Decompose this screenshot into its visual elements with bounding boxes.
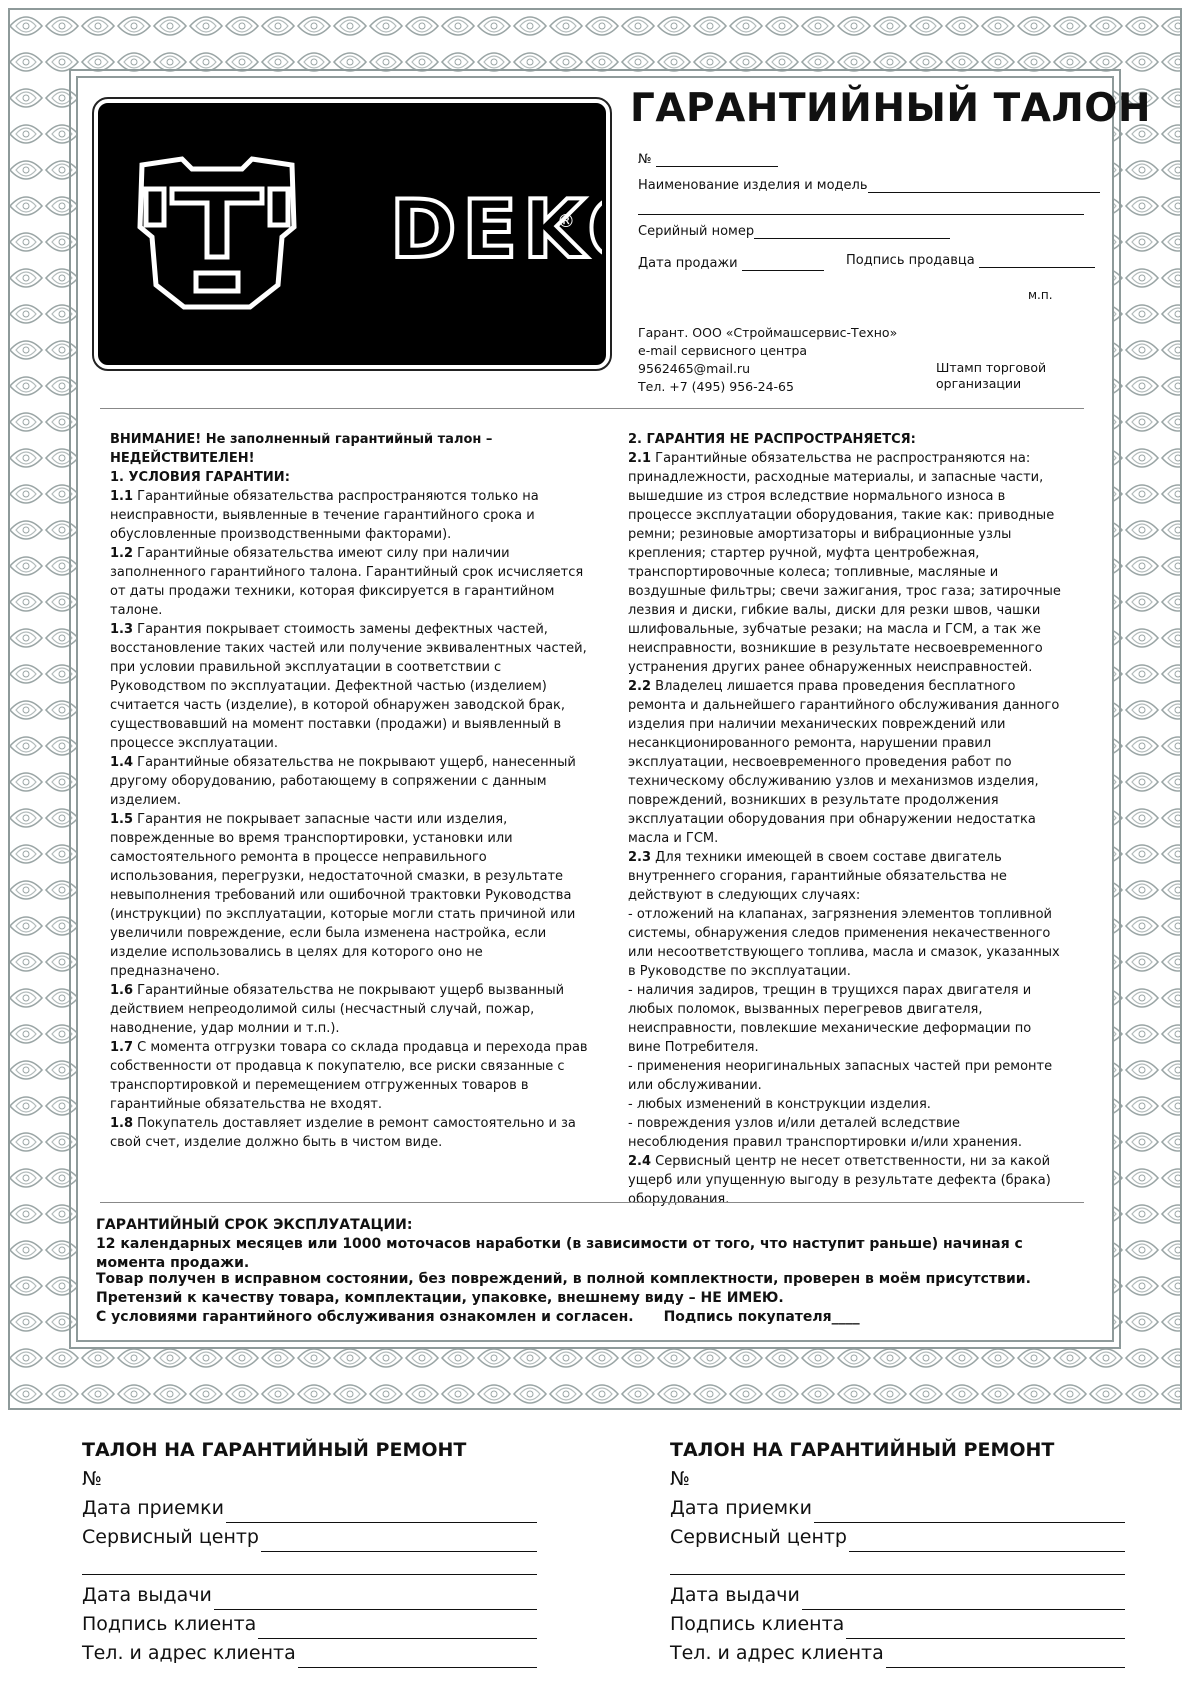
clause: - любых изменений в конструкции изделия.: [628, 1097, 931, 1112]
acceptance-block: Товар получен в исправном состоянии, без повреждений, в полной комплектности, проверен в моём присутствии. Претензий к качеству товара, комплектации, упаковке, внешнему виду – НЕ ИМЕЮ. С условиями гарантийного обслуживания ознакомлен и согласен. Подпись покупателя____: [96, 1271, 1031, 1325]
client-contact-field[interactable]: Тел. и адрес клиента: [670, 1639, 1125, 1668]
shop-stamp: Штамп торговой организации: [936, 360, 1047, 391]
seller-sign-field[interactable]: [846, 253, 1095, 268]
buyer-sign-field[interactable]: Подпись покупателя____: [663, 1309, 860, 1325]
page-title: ГАРАНТИЙНЫЙ ТАЛОН: [630, 86, 1152, 131]
guarantor-name: Гарант. ООО «Строймашсервис-Техно»: [638, 325, 898, 340]
divider: [100, 1202, 1084, 1203]
brand-wordmark: DEK: [390, 183, 588, 276]
sale-date-label: Дата продажи: [638, 256, 738, 271]
seller-sign-label: Подпись продавца: [846, 253, 975, 268]
coupon-title: ТАЛОН НА ГАРАНТИЙНЫЙ РЕМОНТ: [670, 1439, 1055, 1461]
clause: 2.2 Владелец лишается права проведения бесплатного ремонта и дальнейшего гарантийного обслуживания данного изделия при наличии механических повреждений или несанкционированного ремонта, нарушении правил эксплуатации, несвоевременного проведения работ по техническому обслуживанию узлов и механизмов изделия, повреждений, возникших в результате продолжения эксплуатации оборудования при обнаружении недостатка масла и ГСМ.: [628, 679, 1060, 846]
client-contact-field[interactable]: Тел. и адрес клиента: [82, 1639, 537, 1668]
clause: 1.3 Гарантия покрывает стоимость замены дефектных частей, восстановление таких частей или получение эквивалентных частей, при условии правильной эксплуатации в соответствии с Руководством по эксплуатации. Дефектной частью (изделием) считается часть (изделие), в которой обнаружен заводской брак, существовавший на момент поставки (продажи) и выявленный в процессе эксплуатации.: [110, 622, 587, 751]
issue-date-field[interactable]: Дата выдачи: [670, 1581, 1125, 1610]
clause: 1.6 Гарантийные обязательства не покрывают ущерб вызванный действием непреодолимой силы (несчастный случай, пожар, наводнение, удар молнии и т.п.).: [110, 983, 565, 1036]
clause: 2.4 Сервисный центр не несет ответственности, ни за какой ущерб или упущенную выгоду в результате дефекта (брака) оборудования.: [628, 1154, 1051, 1207]
clause: 1.8 Покупатель доставляет изделие в ремонт самостоятельно и за свой счет, изделие должно быть в чистом виде.: [110, 1116, 576, 1150]
brand-logo: [98, 103, 606, 365]
service-center-field[interactable]: Сервисный центр: [82, 1523, 537, 1552]
sale-date-field[interactable]: [638, 256, 824, 271]
clause: 2. ГАРАНТИЯ НЕ РАСПРОСТРАНЯЕТСЯ:: [628, 432, 916, 447]
clause: 1.4 Гарантийные обязательства не покрывают ущерб, нанесенный другому оборудованию, работающему в сопряжении с данным изделием.: [110, 755, 576, 808]
service-center-line2[interactable]: [82, 1552, 537, 1575]
clause: 1. УСЛОВИЯ ГАРАНТИИ:: [110, 470, 290, 485]
serial-label: Серийный номер: [638, 224, 755, 239]
repair-coupon-2: [670, 1436, 1125, 1668]
robot-logo-icon: [102, 107, 602, 361]
client-sign-field[interactable]: Подпись клиента: [82, 1610, 537, 1639]
coupon-number-field[interactable]: №: [82, 1468, 102, 1490]
svg-text:®: ®: [557, 211, 575, 232]
number-field[interactable]: [638, 152, 778, 167]
clause: - повреждения узлов и/или деталей вследствие несоблюдения правил транспортировки и/или хранения.: [628, 1116, 1022, 1150]
product-field-line2[interactable]: [638, 200, 1084, 215]
repair-coupon-1: [82, 1436, 537, 1668]
clause: - отложений на клапанах, загрязнения элементов топливной системы, обнаружения следов применения некачественного или несоответствующего топлива, масла и смазок, указанных в Руководстве по эксплуатации.: [628, 907, 1060, 979]
product-label: Наименование изделия и модель: [638, 178, 868, 193]
client-sign-field[interactable]: Подпись клиента: [670, 1610, 1125, 1639]
service-center-field[interactable]: Сервисный центр: [670, 1523, 1125, 1552]
product-field[interactable]: [638, 178, 1100, 193]
exclusions-column: [628, 430, 1064, 1209]
clause: - наличия задиров, трещин в трущихся парах двигателя и любых поломок, вызванных перегревов двигателя, неисправности, повлекшие механические деформации по вине Потребителя.: [628, 983, 1032, 1055]
clause: - применения неоригинальных запасных частей при ремонте или обслуживании.: [628, 1059, 1053, 1093]
conditions-column: [110, 430, 590, 1152]
stamp-place: м.п.: [1028, 288, 1053, 302]
service-center-line2[interactable]: [670, 1552, 1125, 1575]
clause: 2.3 Для техники имеющей в своем составе двигатель внутреннего сгорания, гарантийные обязательства не действуют в следующих случаях:: [628, 850, 1007, 903]
issue-date-field[interactable]: Дата выдачи: [82, 1581, 537, 1610]
guarantor-info: [638, 324, 897, 396]
term-text: 12 календарных месяцев или 1000 моточасов наработки (в зависимости от того, что наступит раньше) начиная с момента продажи.: [96, 1236, 1023, 1271]
clause: 1.5 Гарантия не покрывает запасные части или изделия, поврежденные во время транспортировки, установки или самостоятельного ремонта в процессе неправильного использования, перегрузки, недостаточной смазки, в результате невыполнения требований или ошибочной трактовки Руководства (инструкции) по эксплуатации, которые могли стать причиной или увеличили повреждение, если была изменена настройка, если изделие использовались в целях для которого оно не предназначено.: [110, 812, 576, 979]
clause: 2.1 Гарантийные обязательства не распространяются на: принадлежности, расходные материалы, и запасные части, вышедшие из строя вследствие нормального износа в процессе эксплуатации оборудования, такие как: приводные ремни; резиновые амортизаторы и вибрационные узлы крепления; стартер ручной, муфта центробежная, транспортировочные колеса; топливные, масляные и воздушные фильтры; свечи зажигания, трос газа; затирочные лезвия и диски, гибкие валы, диски для резки швов, чашки шлифовальные, зубчатые резаки; на масла и ГСМ, а так же неисправности, возникшие в результате несвоевременного устранения других ранее обнаруженных неисправностей.: [628, 451, 1061, 675]
divider: [100, 408, 1084, 409]
warranty-term: [96, 1216, 1086, 1273]
clause: 1.1 Гарантийные обязательства распространяются только на неисправности, выявленные в течение гарантийного срока и обусловленные производственными факторами).: [110, 489, 539, 542]
term-heading: ГАРАНТИЙНЫЙ СРОК ЭКСПЛУАТАЦИИ:: [96, 1217, 413, 1233]
clause: 1.2 Гарантийные обязательства имеют силу при наличии заполненного гарантийного талона. Гарантийный срок исчисляется от даты продажи техники, которая фиксируется в гарантийном талоне.: [110, 546, 584, 618]
guarantor-email: 9562465@mail.ru: [638, 361, 750, 376]
coupon-title: ТАЛОН НА ГАРАНТИЙНЫЙ РЕМОНТ: [82, 1439, 467, 1461]
guarantor-phone: Тел. +7 (495) 956-24-65: [638, 379, 794, 394]
clause: 1.7 С момента отгрузки товара со склада продавца и перехода прав собственности от продавца к покупателю, все риски связанные с транспортировкой и перемещением отгруженных товаров в гарантийные обязательства не входят.: [110, 1040, 588, 1112]
number-label: №: [638, 152, 652, 167]
coupon-number-field[interactable]: №: [670, 1468, 690, 1490]
guarantor-email-caption: e-mail сервисного центра: [638, 343, 808, 358]
receive-date-field[interactable]: Дата приемки: [670, 1494, 1125, 1523]
receive-date-field[interactable]: Дата приемки: [82, 1494, 537, 1523]
clause: ВНИМАНИЕ! Не заполненный гарантийный талон – НЕДЕЙСТВИТЕЛЕН!: [110, 432, 493, 466]
serial-field[interactable]: [638, 224, 950, 239]
